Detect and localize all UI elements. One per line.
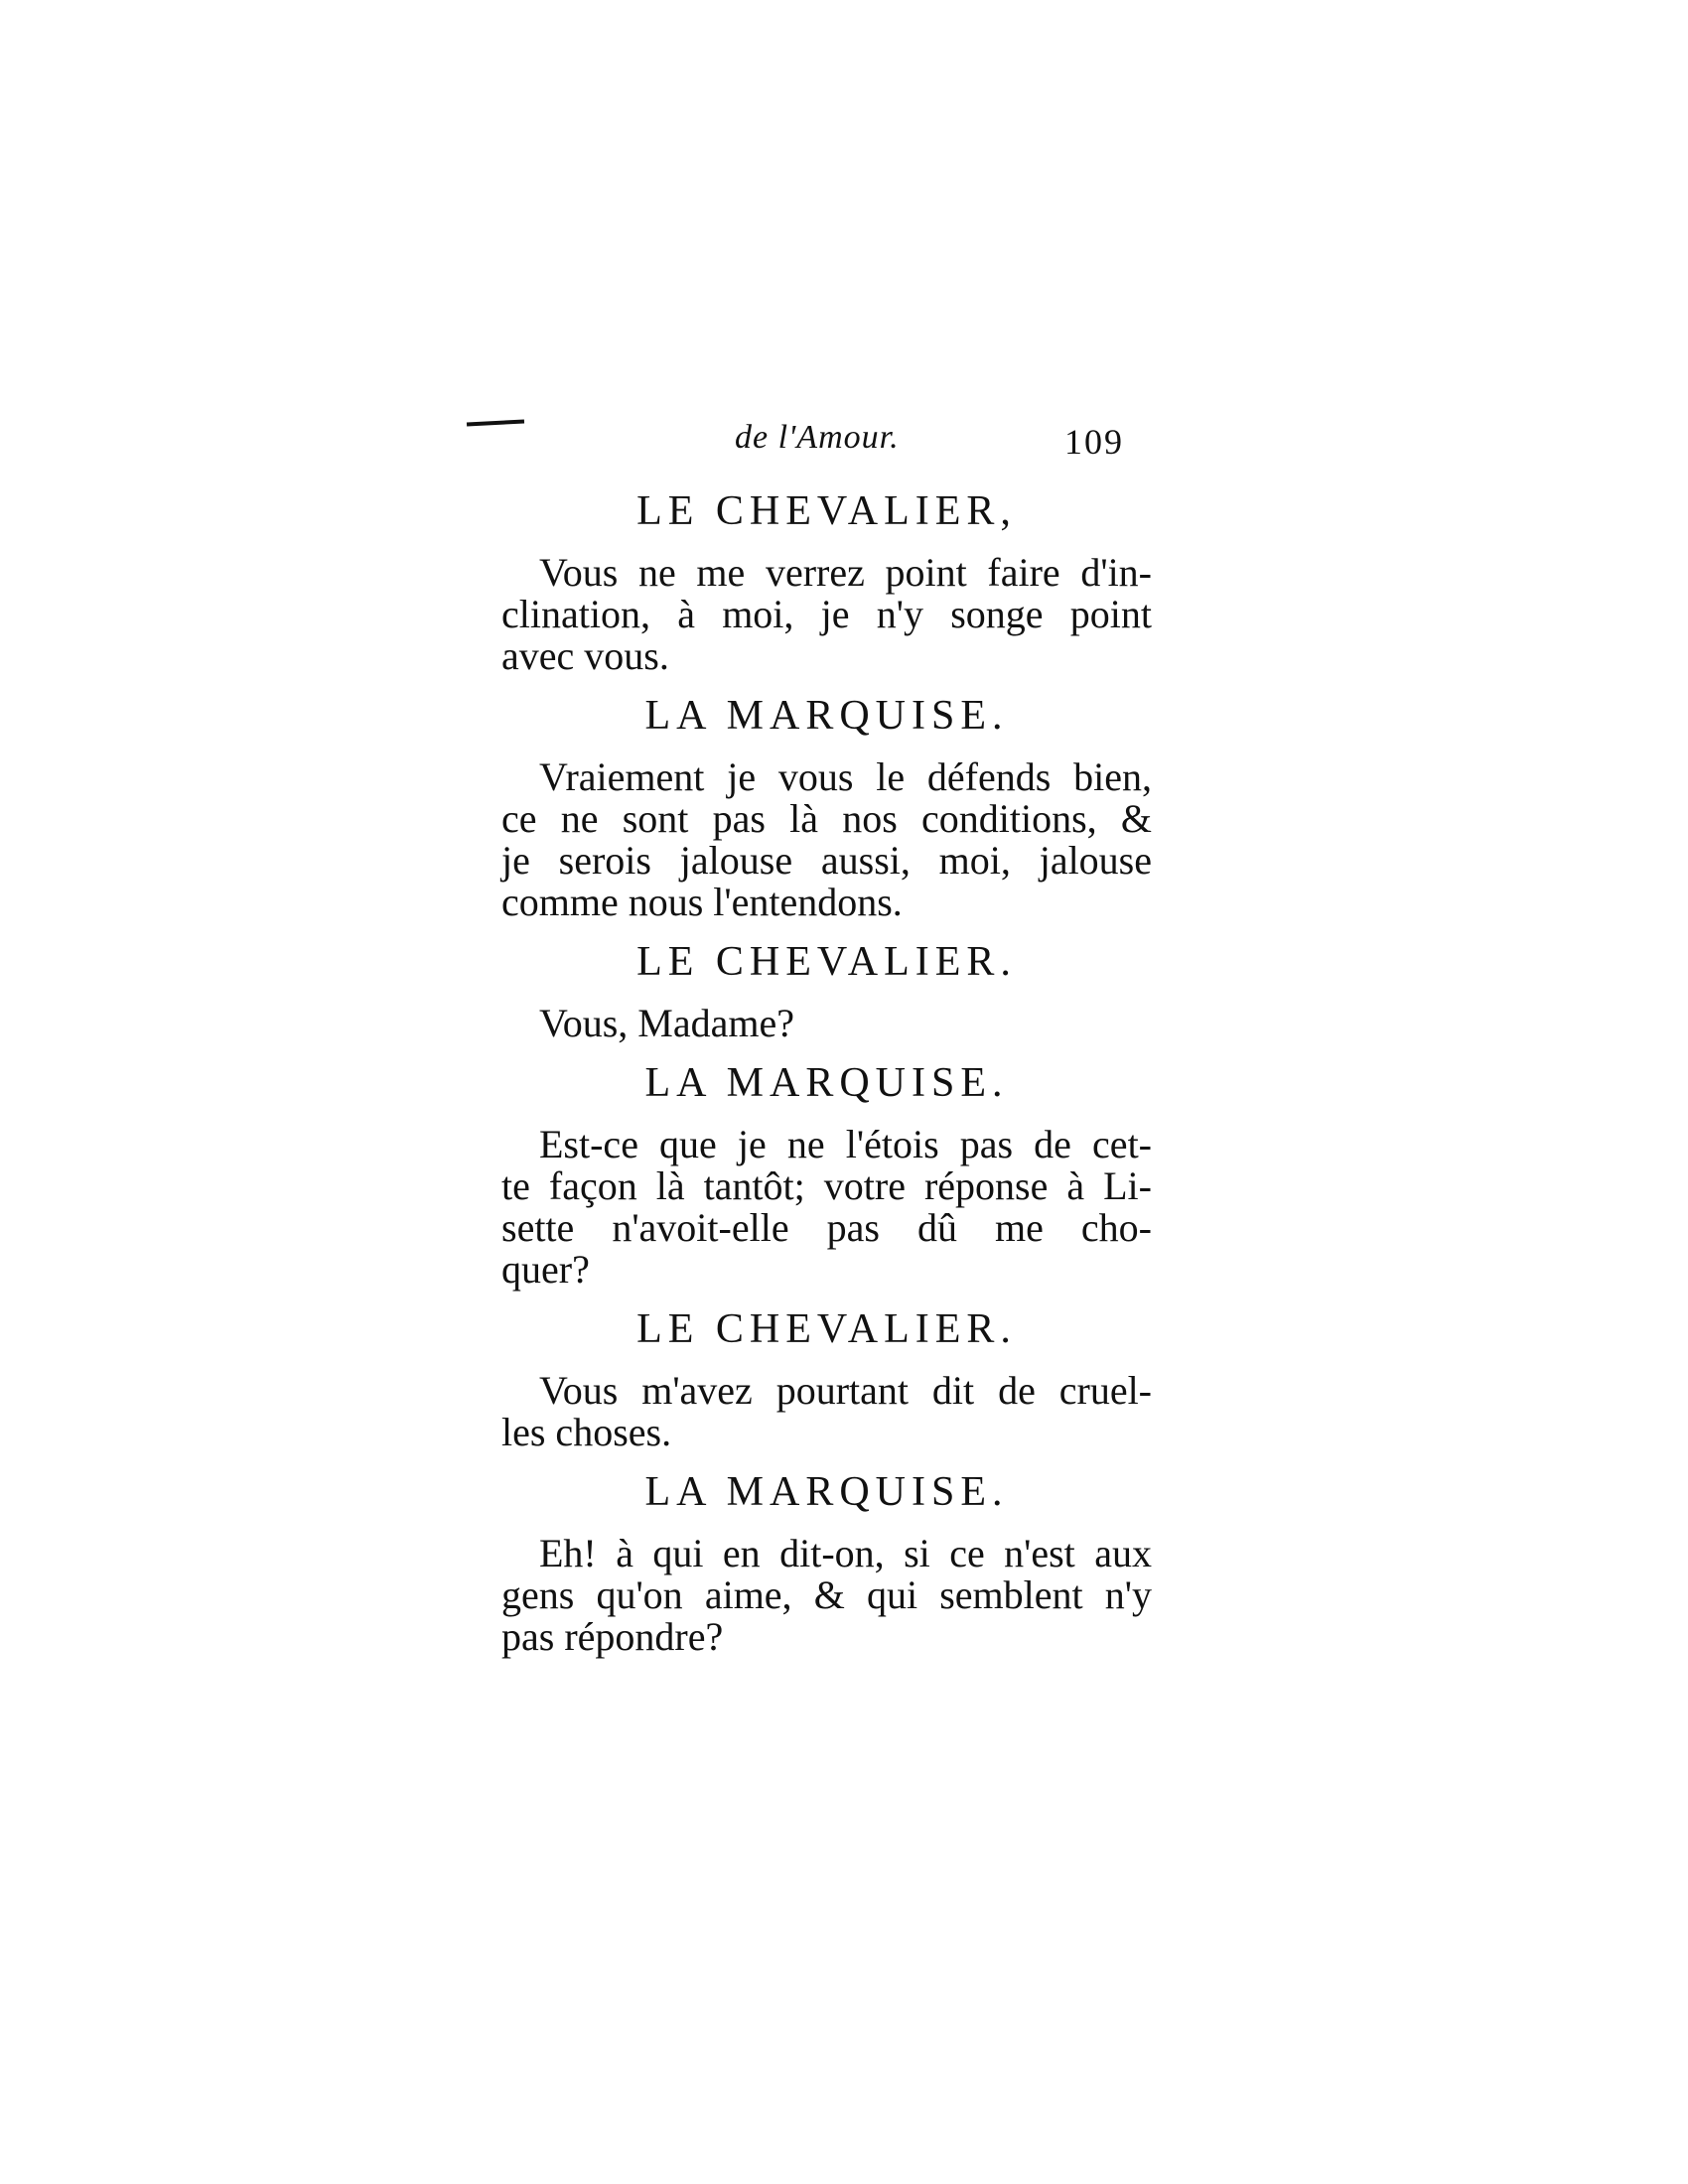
speech-line: gens qu'on aime, & qui semblent n'y <box>501 1572 1152 1617</box>
dialogue-text <box>501 477 1152 1672</box>
speech-block <box>501 1370 1152 1453</box>
speech-line: je serois jalouse aussi, moi, jalouse <box>501 838 1152 883</box>
speech-block <box>501 1003 1152 1044</box>
speaker-heading: LE CHEVALIER. <box>636 1306 1017 1352</box>
speaker-heading: LA MARQUISE. <box>644 1060 1009 1106</box>
speaker-heading: LA MARQUISE. <box>644 1469 1009 1515</box>
speech-line: sette n'avoit-elle pas dû me cho- <box>501 1205 1152 1250</box>
speech-line: clination, à moi, je n'y songe point <box>501 592 1152 636</box>
page-number: 109 <box>1064 422 1124 462</box>
speech-block <box>501 1124 1152 1291</box>
speech-line: Eh! à qui en dit-on, si ce n'est aux <box>539 1531 1152 1575</box>
speech-line: Est-ce que je ne l'étois pas de cet- <box>539 1122 1152 1166</box>
speech-line: comme nous l'entendons. <box>501 880 903 924</box>
speech-line: avec vous. <box>501 633 669 678</box>
speaker-heading: LE CHEVALIER. <box>636 939 1017 985</box>
speech-line: pas répondre? <box>501 1614 724 1659</box>
speech-line: te façon là tantôt; votre réponse à Li- <box>501 1163 1152 1208</box>
speaker-heading: LE CHEVALIER, <box>636 488 1017 534</box>
speech-line: les choses. <box>501 1410 672 1454</box>
running-head: de l'Amour. <box>735 419 900 456</box>
ink-rule-mark <box>467 419 524 426</box>
speech-line: ce ne sont pas là nos conditions, & <box>501 796 1152 841</box>
speech-line: Vous, Madame? <box>539 1001 794 1045</box>
speech-line: quer? <box>501 1247 590 1292</box>
speech-line: Vous m'avez pourtant dit de cruel- <box>539 1368 1152 1413</box>
speaker-heading: LA MARQUISE. <box>644 693 1009 739</box>
speech-line: Vous ne me verrez point faire d'in- <box>539 550 1152 595</box>
speech-block <box>501 552 1152 677</box>
speech-block <box>501 1533 1152 1658</box>
speech-line: Vraiement je vous le défends bien, <box>539 754 1152 799</box>
speech-block <box>501 756 1152 923</box>
